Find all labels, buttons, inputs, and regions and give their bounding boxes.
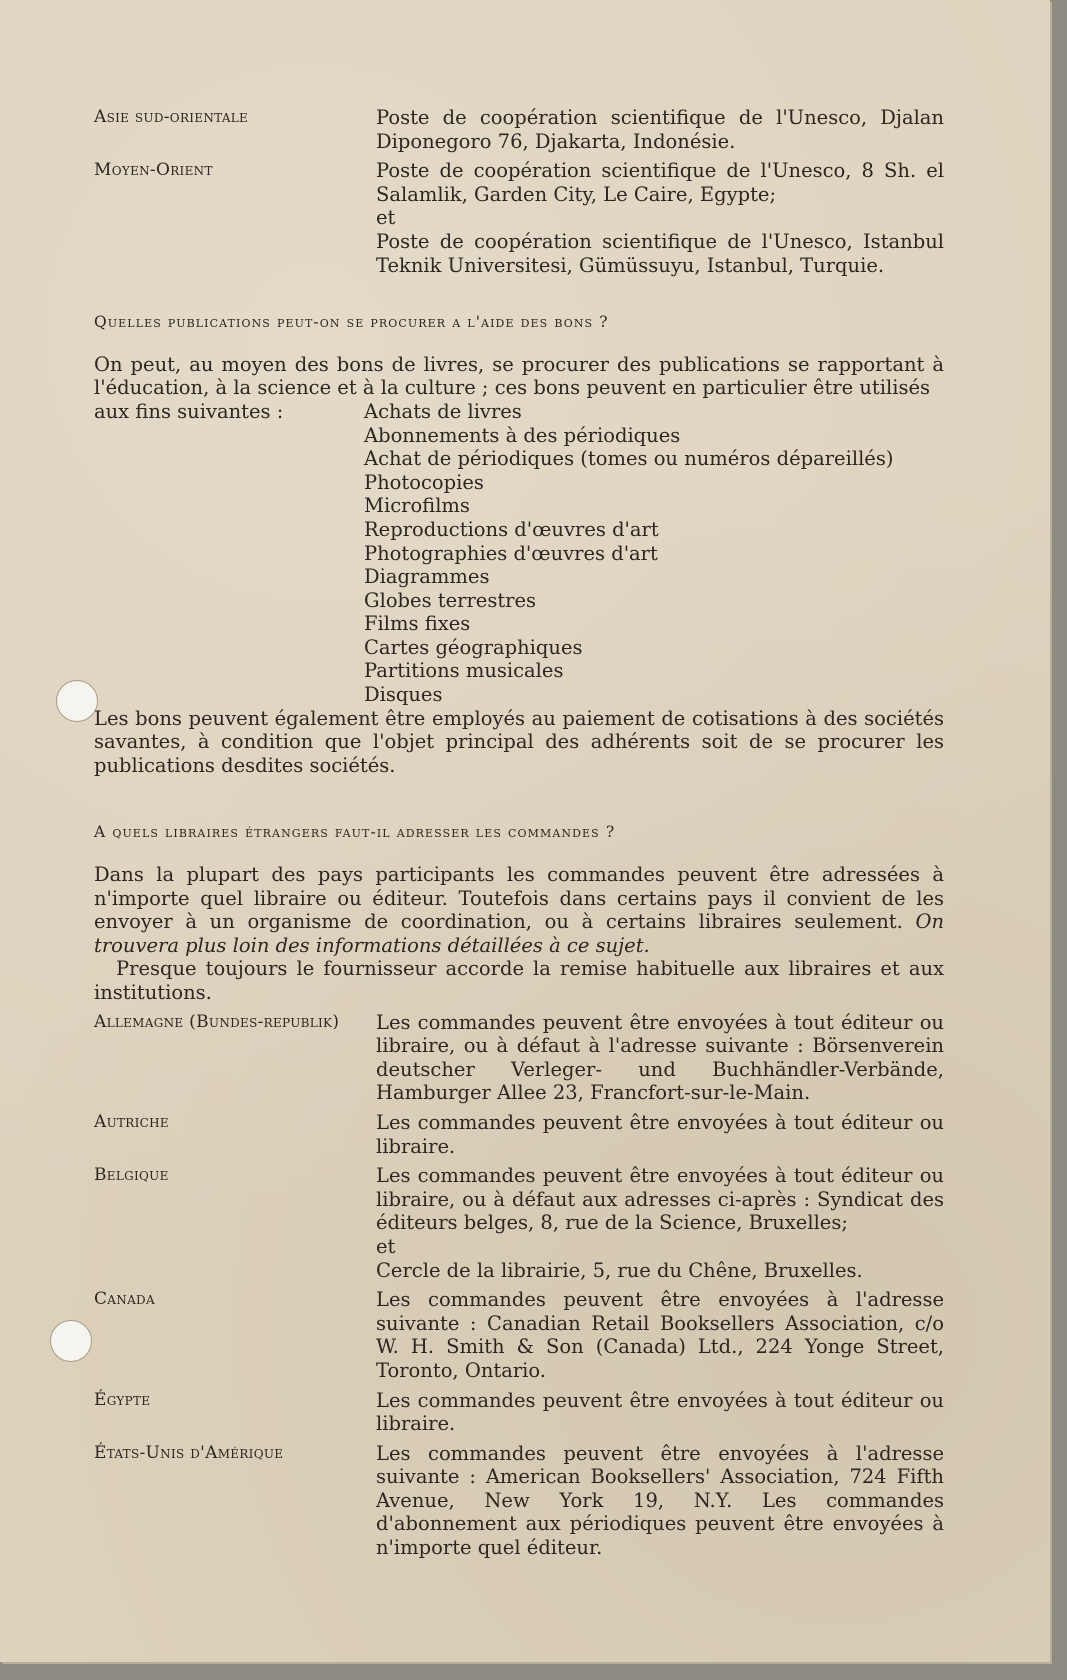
usage-list [364,400,944,707]
punch-hole [56,680,98,722]
address-line: Poste de coopération scientifique de l'Unesco, 8 Sh. el Salamlik, Garden City, Le Caire, Egypte; [376,159,944,206]
list-item: Diagrammes [364,565,490,589]
office-entry [94,159,944,277]
paragraph-italic: On trouvera plus loin des informations détaillées à ce sujet. [94,910,945,957]
office-address [376,159,944,277]
list-item: Photocopies [364,470,484,494]
country-name: Autriche [94,1111,169,1132]
office-address [376,106,944,153]
country-name: Canada [94,1289,155,1310]
info-line: Cercle de la librairie, 5, rue du Chêne, Bruxelles. [376,1258,863,1282]
country-name: Belgique [94,1165,169,1186]
country-entry [94,1288,944,1382]
country-info [376,1389,944,1436]
list-item: Disques [364,683,443,707]
paragraph-text: Dans la plupart des pays participants les commandes peuvent être adressées à n'importe quel libraire ou éditeur. Toutefois dans certains pays il convient de les envoyer à un organisme de coordination, ou à certains libraires seulement. [94,863,944,934]
list-item: Achats de livres [364,399,522,423]
country-entry [94,1011,944,1105]
info-line: Les commandes peuvent être envoyées à tout éditeur ou libraire. [376,1388,944,1436]
info-line: Les commandes peuvent être envoyées à l'adresse suivante : American Booksellers' Association, 724 Fifth Avenue, New York 19, N.Y. Les commandes d'abonnement aux périodiques peuvent être envoyées à n'importe quel éditeur. [376,1441,944,1560]
info-connector: et [376,1234,396,1258]
country-entry [94,1442,944,1560]
address-connector: et [376,206,396,230]
section-intro: On peut, au moyen des bons de livres, se procurer des publications se rapportant à l'éducation, à la science et à la culture ; ces bons peuvent en particulier être utilisés [94,352,944,400]
list-item: Achat de périodiques (tomes ou numéros dépareillés) [364,447,894,471]
list-item: Microfilms [364,494,470,518]
info-line: Les commandes peuvent être envoyées à tout éditeur ou libraire, ou à défaut à l'adresse suivante : Börsenverein deutscher Verleger- und Buchhändler-Verbände, Hamburger Allee 23, Francfort-sur-le-Main. [376,1010,944,1105]
section-heading: A quels libraires étrangers faut-il adresser les commandes ? [94,823,616,842]
country-name: Allemagne (Bundes-republik) [94,1011,340,1032]
list-item: Cartes géographiques [364,635,583,659]
info-line: Les commandes peuvent être envoyées à tout éditeur ou libraire. [376,1110,944,1158]
country-info [376,1164,944,1282]
section-closing: Les bons peuvent également être employés au paiement de cotisations à des sociétés savantes, à condition que l'objet principal des adhérents soit de se procurer les publications desdites sociétés. [94,706,944,777]
list-item: Globes terrestres [364,588,537,612]
list-item: Reproductions d'œuvres d'art [364,517,659,541]
country-entry [94,1389,944,1436]
list-lead: aux fins suivantes : [94,399,284,423]
punch-hole [50,1320,92,1362]
info-line: Les commandes peuvent être envoyées à tout éditeur ou libraire, ou à défaut aux adresses ci-après : Syndicat des éditeurs belges, 8, rue de la Science, Bruxelles; [376,1164,944,1235]
country-info [376,1288,944,1382]
country-entry [94,1111,944,1158]
section-paragraph [94,863,944,957]
list-item: Partitions musicales [364,659,564,683]
list-item: Abonnements à des périodiques [364,423,681,447]
country-info [376,1111,944,1158]
country-name: États-Unis d'Amérique [94,1442,284,1463]
section-paragraph: Presque toujours le fournisseur accorde la remise habituelle aux libraires et aux institutions. [94,957,944,1004]
list-item: Films fixes [364,612,471,636]
address-line: Poste de coopération scientifique de l'Unesco, Istanbul Teknik Universitesi, Gümüssuyu, Istanbul, Turquie. [376,229,944,277]
info-line: Les commandes peuvent être envoyées à l'adresse suivante : Canadian Retail Booksellers Association, c/o W. H. Smith & Son (Canada) Ltd., 224 Yonge Street, Toronto, Ontario. [376,1288,944,1382]
office-entry [94,106,944,153]
office-region: Asie sud-orientale [94,107,249,127]
country-name: Égypte [94,1389,151,1410]
section-heading: Quelles publications peut-on se procurer a l'aide des bons ? [94,313,609,332]
usage-list-block [94,400,944,707]
address-line: Poste de coopération scientifique de l'Unesco, Djalan Diponegoro 76, Djakarta, Indonésie. [376,106,944,153]
office-region: Moyen-Orient [94,160,213,181]
country-info [376,1442,944,1560]
page-content [94,106,944,1566]
list-item: Photographies d'œuvres d'art [364,541,658,565]
country-entry [94,1164,944,1282]
country-info [376,1011,944,1105]
